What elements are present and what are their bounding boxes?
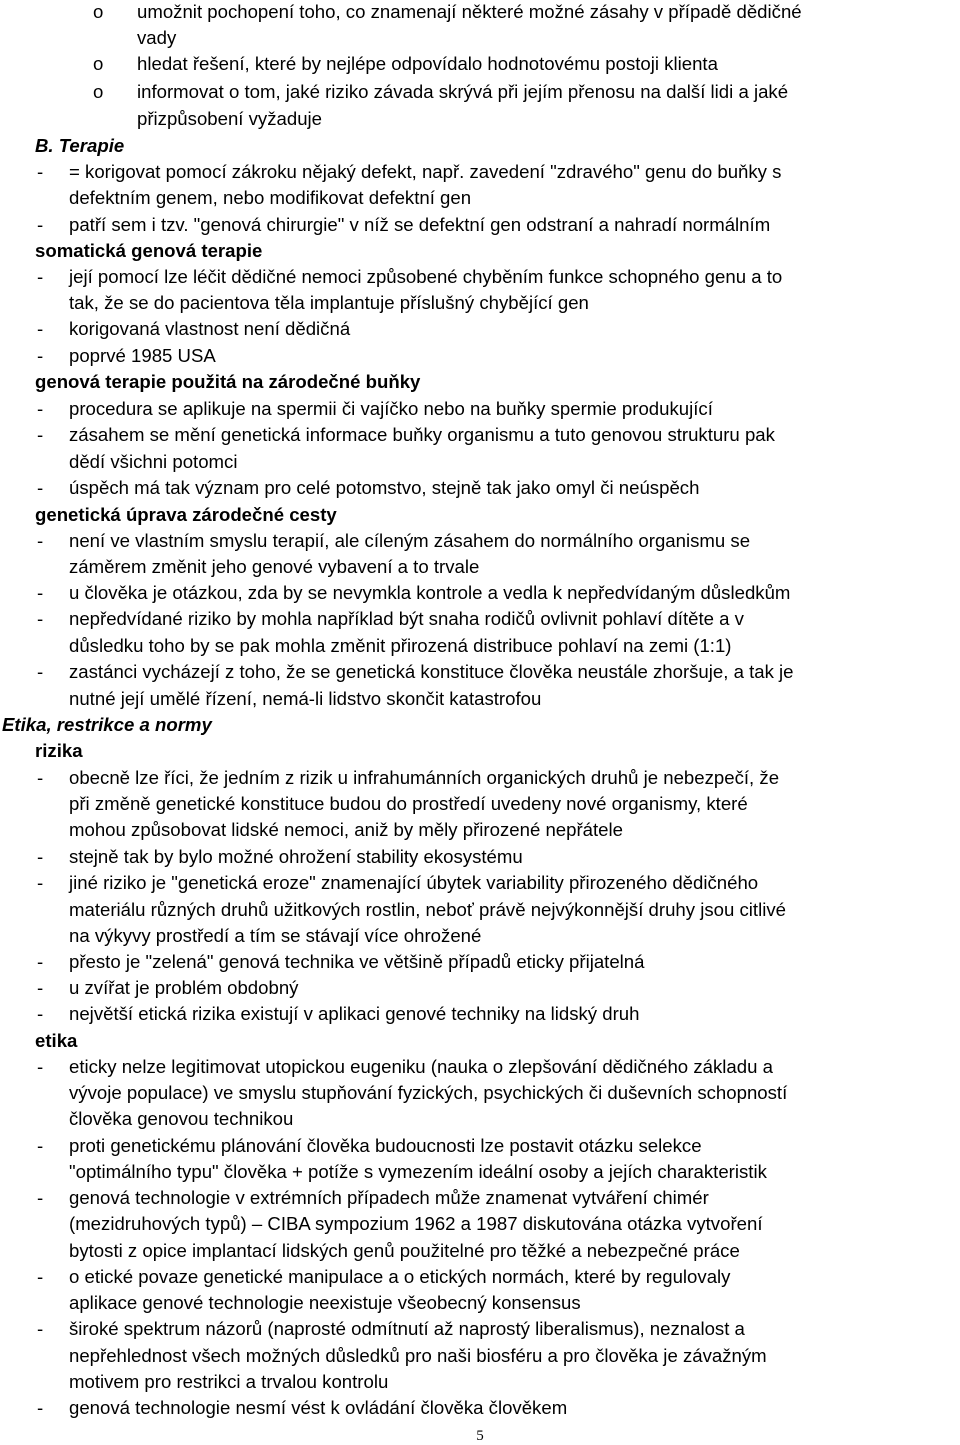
list-item-text: úspěch má tak význam pro celé potomstvo, stejně tak jako omyl či neúspěch: [69, 477, 700, 498]
dash-marker: -: [37, 1318, 44, 1339]
dash-marker: -: [37, 1266, 44, 1287]
list-item-text: nutné její umělé řízení, nemá-li lidstvo skončit katastrofou: [69, 688, 542, 709]
dash-marker: -: [37, 214, 44, 235]
list-item-text: člověka genovou technikou: [69, 1108, 294, 1129]
dash-marker: -: [37, 424, 44, 445]
list-item-text: při změně genetické konstituce budou do prostředí uvedeny nové organismy, které: [69, 793, 748, 814]
dash-marker: -: [37, 1135, 44, 1156]
list-item-text: u zvířat je problém obdobný: [69, 977, 299, 998]
list-item-text: tak, že se do pacientova těla implantuje příslušný chybějící gen: [69, 292, 589, 313]
dash-marker: -: [37, 977, 44, 998]
list-item-text: obecně lze říci, že jedním z rizik u infrahumánních organických druhů je nebezpečí, že: [69, 767, 780, 788]
list-item-text: zastánci vycházejí z toho, že se genetická konstituce člověka neustále zhoršuje, a tak je: [69, 661, 794, 682]
list-item-text: její pomocí lze léčit dědičné nemoci způsobené chyběním funkce schopného genu a to: [69, 266, 783, 287]
list-item-text: poprvé 1985 USA: [69, 345, 216, 366]
list-item-text: hledat řešení, které by nejlépe odpovídalo hodnotovému postoji klienta: [137, 53, 718, 74]
dash-marker: -: [37, 846, 44, 867]
bullet-marker: o: [93, 1, 104, 22]
dash-marker: -: [37, 345, 44, 366]
list-item-text: na výkyvy prostředí a tím se stávají více ohrožené: [69, 925, 482, 946]
heading-rizika: rizika: [35, 740, 83, 761]
heading-uprava: genetická úprava zárodečné cesty: [35, 504, 337, 525]
heading-etika-restrikce: Etika, restrikce a normy: [2, 714, 212, 735]
heading-zarodecne: genová terapie použitá na zárodečné buňky: [35, 371, 421, 392]
list-item-text: (mezidruhových typů) – CIBA sympozium 1962 a 1987 diskutována otázka vytvoření: [69, 1213, 763, 1234]
dash-marker: -: [37, 266, 44, 287]
list-item-text: dědí všichni potomci: [69, 451, 238, 472]
dash-marker: -: [37, 951, 44, 972]
page-number: 5: [476, 1428, 484, 1444]
list-item-text: materiálu různých druhů užitkových rostlin, neboť právě nejvýkonnější druhy jsou citlivé: [69, 899, 786, 920]
bullet-marker: o: [93, 53, 104, 74]
heading-etika: etika: [35, 1030, 78, 1051]
list-item-text: jiné riziko je "genetická eroze" znamenající úbytek variability přirozeného dědičného: [69, 872, 759, 893]
list-item-text: = korigovat pomocí zákroku nějaký defekt, např. zavedení "zdravého" genu do buňky s: [69, 161, 782, 182]
list-item-text: o etické povaze genetické manipulace a o etických normách, které by regulovaly: [69, 1266, 731, 1287]
dash-marker: -: [37, 1397, 44, 1418]
list-item-text: největší etická rizika existují v aplikaci genové techniky na lidský druh: [69, 1003, 640, 1024]
dash-marker: -: [37, 767, 44, 788]
list-item-text: nepřehlednost všech možných důsledků pro naši biosféru a pro člověka je závažným: [69, 1345, 767, 1366]
dash-marker: -: [37, 1056, 44, 1077]
dash-marker: -: [37, 1003, 44, 1024]
list-item-text: aplikace genové technologie neexistuje všeobecný konsensus: [69, 1292, 581, 1313]
list-item-text: záměrem změnit jeho genové vybavení a to trvale: [69, 556, 480, 577]
list-item-text: přizpůsobení vyžaduje: [137, 108, 323, 129]
list-item-text: zásahem se mění genetická informace buňky organismu a tuto genovou strukturu pak: [69, 424, 775, 445]
list-item-text: není ve vlastním smyslu terapií, ale cíleným zásahem do normálního organismu se: [69, 530, 751, 551]
heading-terapie: B. Terapie: [35, 135, 125, 156]
list-item-text: informovat o tom, jaké riziko závada skrývá při jejím přenosu na další lidi a jaké: [137, 81, 789, 102]
list-item-text: bytosti z opice implantací lidských genů použitelné pro těžké a nebezpečné práce: [69, 1240, 740, 1261]
heading-somaticka: somatická genová terapie: [35, 240, 263, 261]
list-item-text: proti genetickému plánování člověka budoucnosti lze postavit otázku selekce: [69, 1135, 702, 1156]
list-item-text: důsledku toho by se pak mohla změnit přirozená distribuce pohlaví na zemi (1:1): [69, 635, 732, 656]
list-item-text: defektním genem, nebo modifikovat defektní gen: [69, 187, 472, 208]
list-item-text: procedura se aplikuje na spermii či vajíčko nebo na buňky spermie produkující: [69, 398, 713, 419]
list-item-text: široké spektrum názorů (naprosté odmítnutí až naprostý liberalismus), neznalost a: [69, 1318, 745, 1339]
dash-marker: -: [37, 398, 44, 419]
dash-marker: -: [37, 530, 44, 551]
list-item-text: patří sem i tzv. "genová chirurgie" v níž se defektní gen odstraní a nahradí normálním: [69, 214, 771, 235]
dash-marker: -: [37, 661, 44, 682]
list-item-text: vady: [137, 27, 177, 48]
list-item-text: mohou způsobovat lidské nemoci, aniž by měly přirozené nepřátele: [69, 819, 623, 840]
dash-marker: -: [37, 161, 44, 182]
dash-marker: -: [37, 582, 44, 603]
dash-marker: -: [37, 872, 44, 893]
list-item-text: eticky nelze legitimovat utopickou eugeniku (nauka o zlepšování dědičného základu a: [69, 1056, 773, 1077]
list-item-text: "optimálního typu" člověka + potíže s vymezením ideální osoby a jejích charakteristik: [69, 1161, 767, 1182]
list-item-text: stejně tak by bylo možné ohrožení stability ekosystému: [69, 846, 523, 867]
list-item-text: u člověka je otázkou, zda by se nevymkla kontrole a vedla k nepředvídaným důsledkům: [69, 582, 791, 603]
list-item-text: nepředvídané riziko by mohla například být snaha rodičů ovlivnit pohlaví dítěte a v: [69, 608, 744, 629]
list-item-text: genová technologie nesmí vést k ovládání člověka člověkem: [69, 1397, 568, 1418]
list-item-text: genová technologie v extrémních případech může znamenat vytváření chimér: [69, 1187, 709, 1208]
bullet-marker: o: [93, 81, 104, 102]
dash-marker: -: [37, 608, 44, 629]
list-item-text: motivem pro restrikci a trvalou kontrolu: [69, 1371, 389, 1392]
dash-marker: -: [37, 1187, 44, 1208]
list-item-text: vývoje populace) ve smyslu stupňování fyzických, psychických či duševních schopností: [69, 1082, 788, 1103]
list-item-text: přesto je "zelená" genová technika ve většině případů eticky přijatelná: [69, 951, 645, 972]
list-item-text: umožnit pochopení toho, co znamenají některé možné zásahy v případě dědičné: [137, 1, 802, 22]
dash-marker: -: [37, 477, 44, 498]
list-item-text: korigovaná vlastnost není dědičná: [69, 318, 351, 339]
dash-marker: -: [37, 318, 44, 339]
